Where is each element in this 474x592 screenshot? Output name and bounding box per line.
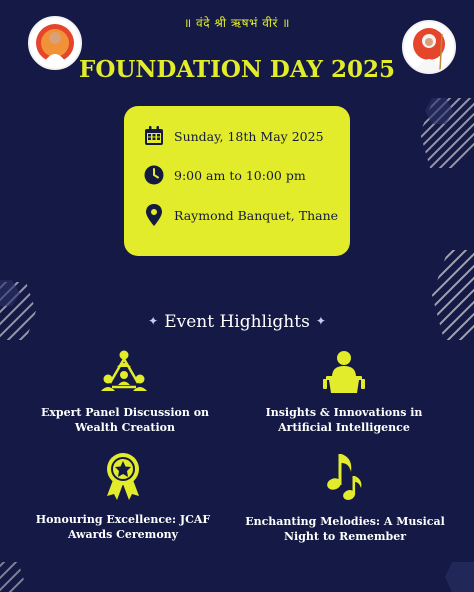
music-notes-icon — [325, 450, 363, 502]
highlight-label-1: Expert Panel Discussion on Wealth Creation — [40, 406, 210, 434]
highlight-label-4: Enchanting Melodies: A Musical Night to Remember — [245, 515, 445, 543]
sparkle-icon: ✦ — [148, 314, 159, 328]
event-venue: Raymond Banquet, Thane — [174, 207, 339, 223]
decorative-hexagon-right — [424, 96, 454, 126]
page-title: FOUNDATION DAY 2025 — [78, 56, 395, 83]
highlight-label-2: Insights & Innovations in Artificial Intelligence — [265, 406, 423, 434]
decorative-hexagon-left — [0, 278, 22, 308]
speaker-podium-icon — [322, 349, 366, 393]
event-date: Sunday, 18th May 2025 — [174, 128, 324, 144]
clock-icon — [144, 165, 164, 185]
location-pin-icon — [144, 204, 164, 226]
highlights-title: Event Highlights — [164, 312, 310, 332]
venue-row — [144, 204, 338, 226]
time-row — [144, 165, 306, 185]
event-time: 9:00 am to 10:00 pm — [174, 167, 306, 183]
date-row — [144, 126, 324, 146]
award-medal-icon — [104, 452, 142, 500]
highlights-heading — [0, 312, 474, 332]
decorative-hexagon-bottom-right — [444, 560, 474, 592]
calendar-icon — [144, 126, 164, 146]
sparkle-icon: ✦ — [315, 314, 326, 328]
network-people-icon — [100, 349, 148, 395]
sanskrit-tagline: ॥ वंदे श्री ऋषभं वीरं ॥ — [184, 16, 290, 30]
decorative-stripes-bottom-left — [0, 562, 28, 592]
event-details-card — [124, 106, 350, 256]
highlight-label-3: Honouring Excellence: JCAF Awards Ceremony — [35, 513, 211, 541]
